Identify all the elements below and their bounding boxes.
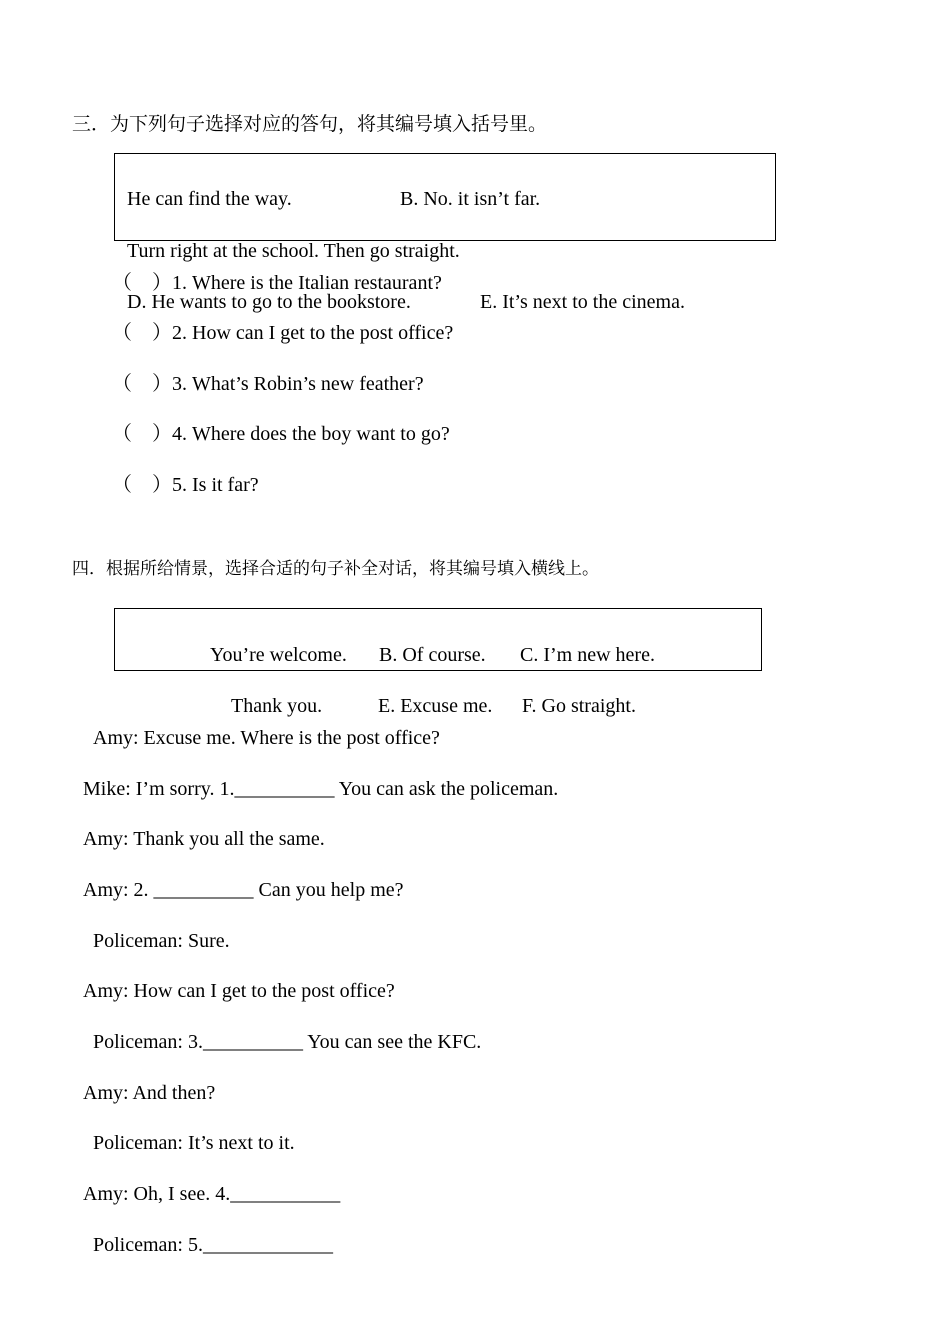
dialogue-line-3: Amy: Thank you all the same. <box>83 828 325 850</box>
section3-question-1: （ ）1. Where is the Italian restaurant? <box>112 272 442 294</box>
section3-heading: 三．为下列句子选择对应的答句，将其编号填入括号里。 <box>72 113 548 135</box>
dialogue-line-11: Policeman: 5._____________ <box>93 1234 333 1256</box>
section3-question-4: （ ）4. Where does the boy want to go? <box>112 423 450 445</box>
section3-question-3: （ ）3. What’s Robin’s new feather? <box>112 373 424 395</box>
dialogue-line-10: Amy: Oh, I see. 4.___________ <box>83 1183 341 1205</box>
dialogue-line-4: Amy: 2. __________ Can you help me? <box>83 879 404 901</box>
section3-option-e: E. It’s next to the cinema. <box>480 291 685 313</box>
dialogue-line-6: Amy: How can I get to the post office? <box>83 980 395 1002</box>
section3-option-b: B. No. it isn’t far. <box>400 188 541 210</box>
dialogue-line-7: Policeman: 3.__________ You can see the KFC. <box>93 1031 482 1053</box>
section3-question-2: （ ）2. How can I get to the post office? <box>112 322 454 344</box>
section3-option-a: He can find the way. <box>127 188 292 210</box>
dialogue-line-2: Mike: I’m sorry. 1.__________ You can ask the policeman. <box>83 778 559 800</box>
section4-option-e: E. Excuse me. <box>378 695 493 717</box>
section4-option-d: Thank you. <box>231 695 323 717</box>
section3-option-d: D. He wants to go to the bookstore. <box>127 291 411 313</box>
dialogue-line-5: Policeman: Sure. <box>93 930 230 952</box>
dialogue-line-1: Amy: Excuse me. Where is the post office? <box>93 727 440 749</box>
section4-option-c: C. I’m new here. <box>520 644 655 666</box>
section4-option-b: B. Of course. <box>379 644 486 666</box>
section3-option-c: Turn right at the school. Then go straight. <box>127 240 460 262</box>
dialogue-line-8: Amy: And then? <box>83 1082 216 1104</box>
section4-option-a: You’re welcome. <box>210 644 347 666</box>
dialogue-line-9: Policeman: It’s next to it. <box>93 1132 295 1154</box>
section4-option-f: F. Go straight. <box>522 695 636 717</box>
section3-question-5: （ ）5. Is it far? <box>112 474 259 496</box>
section4-heading: 四．根据所给情景，选择合适的句子补全对话，将其编号填入横线上。 <box>72 559 599 579</box>
